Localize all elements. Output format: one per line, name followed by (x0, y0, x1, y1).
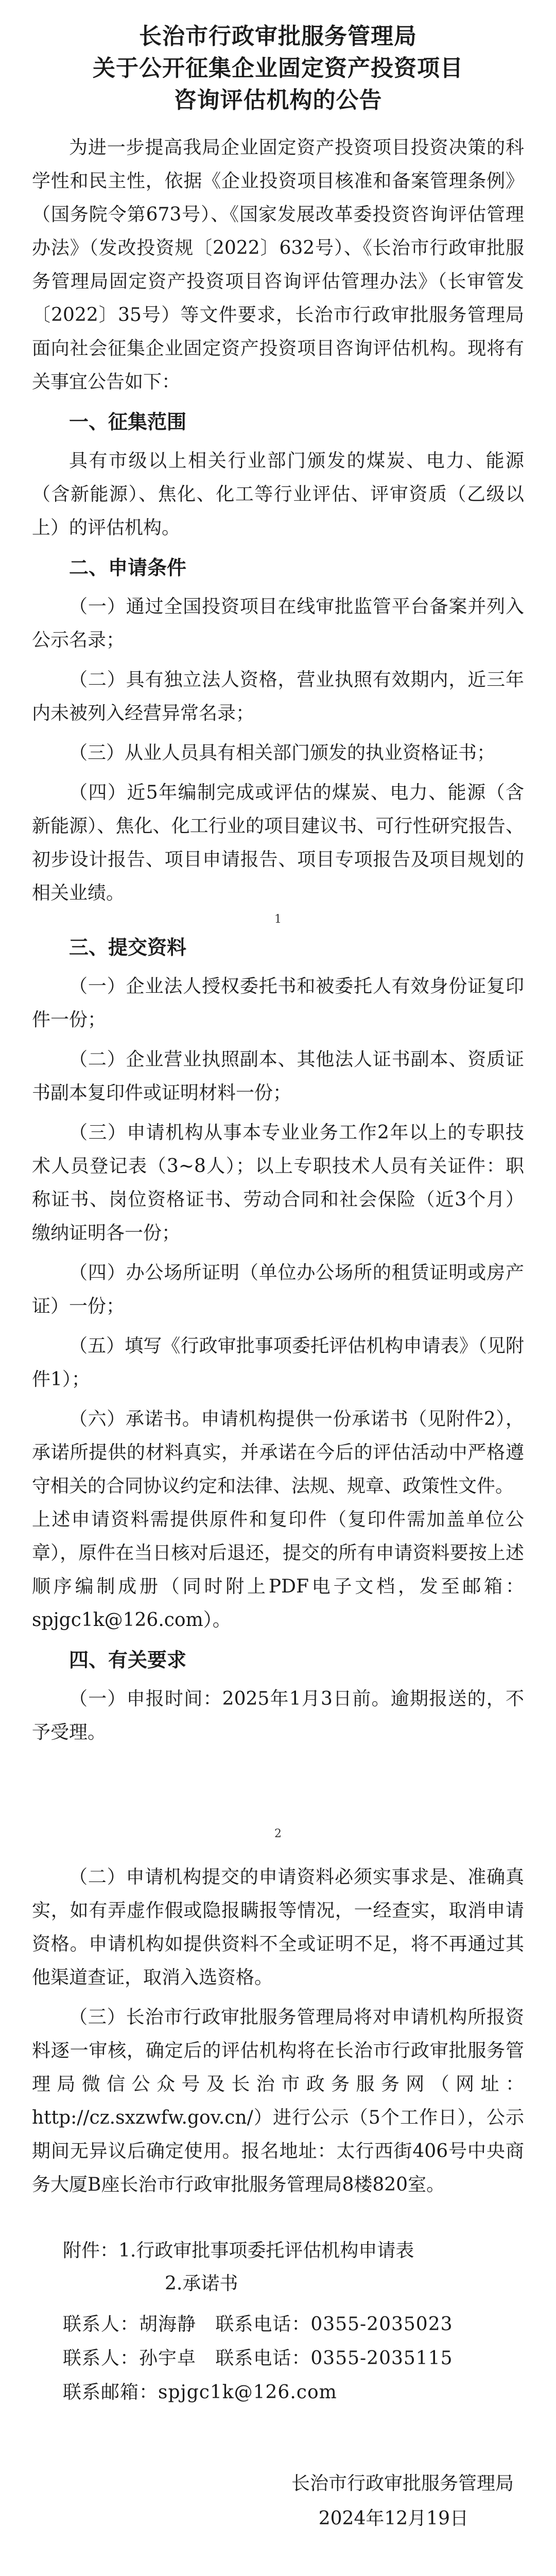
attachments-label: 附件： (63, 2240, 119, 2261)
contacts (32, 2308, 524, 2410)
contact-phone: 0355-2035115 (310, 2348, 453, 2369)
material-item: （四）办公场所证明（单位办公场所的租赁证明或房产证）一份； (32, 1262, 524, 1317)
contact-row: 联系人：孙宇卓 联系电话：0355-2035115 (63, 2348, 453, 2369)
material-item: （二）企业营业执照副本、其他法人证书副本、资质证书副本复印件或证明材料一份； (32, 1049, 524, 1104)
contact-phone: 0355-2035023 (310, 2314, 453, 2335)
title-line-1: 长治市行政审批服务管理局 (139, 23, 417, 49)
material-item: （一）企业法人授权委托书和被委托人有效身份证复印件一份； (32, 976, 524, 1030)
document-title (32, 21, 524, 116)
condition-item: （二）具有独立法人资格，营业执照有效期内，近三年内未被列入经营异常名录； (32, 669, 524, 724)
material-item: （三）申请机构从事本专业业务工作2年以上的专职技术人员登记表（3~8人）；以上专职技术人员有关证件：职称证书、岗位资格证书、劳动合同和社会保险（近3个月）缴纳证明各一份； (32, 1122, 524, 1244)
section-heading-scope: 一、征集范围 (69, 411, 187, 433)
signature-date: 2024年12月19日 (318, 2508, 468, 2529)
intro-paragraph: 为进一步提高我局企业固定资产投资项目投资决策的科学性和民主性，依据《企业投资项目核准和备案管理条例》（国务院令第673号）、《国家发展改革委投资咨询评估管理办法》（发改投资规〔2022〕632号）、《长治市行政审批服务管理局固定资产投资项目咨询评估管理办法》（长审管发〔2022〕35号）等文件要求，长治市行政审批服务管理局面向社会征集企业固定资产投资项目咨询评估机构。现将有关事宜公告如下： (32, 137, 524, 393)
section-heading-materials: 三、提交资料 (69, 936, 187, 959)
requirement-item: （三）长治市行政审批服务管理局将对申请机构所报资料逐一审核，确定后的评估机构将在长治市行政审批服务管理局微信公众号及长治市政务服务网（网址：http://cz.sxzwfw.gov.cn/）进行公示（5个工作日），公示期间无异议后确定使用。报名地址：太行西街406号中央商务大厦B座长治市行政审批服务管理局8楼820室。 (32, 2007, 524, 2195)
contact-email: spjgc1k@126.com (158, 2382, 337, 2403)
contact-email-row: 联系邮箱：spjgc1k@126.com (63, 2382, 337, 2403)
attachment-line-1 (63, 2234, 524, 2267)
attachments (63, 2234, 524, 2300)
section-heading-requirements: 四、有关要求 (69, 1649, 187, 1671)
title-line-2: 关于公开征集企业固定资产投资项目 (93, 55, 463, 81)
contact-name: 胡海静 (139, 2314, 197, 2335)
condition-item: （四）近5年编制完成或评估的煤炭、电力、能源（含新能源）、焦化、化工行业的项目建议书、可行性研究报告、初步设计报告、项目申请报告、项目专项报告及项目规划的相关业绩。 (32, 782, 524, 904)
signature-org: 长治市行政审批服务管理局 (291, 2473, 514, 2494)
contact-row: 联系人：胡海静 联系电话：0355-2035023 (63, 2314, 453, 2335)
signature-block (32, 2466, 524, 2536)
condition-item: （一）通过全国投资项目在线审批监管平台备案并列入公示名录； (32, 596, 524, 651)
material-item: （六）承诺书。申请机构提供一份承诺书（见附件2），承诺所提供的材料真实，并承诺在今后的评估活动中严格遵守相关的合同协议约定和法律、法规、规章、政策性文件。 (32, 1409, 524, 1497)
attachment-item: 1.行政审批事项委托评估机构申请表 (118, 2240, 414, 2261)
page-number: 1 (274, 913, 282, 926)
condition-item: （三）从业人员具有相关部门颁发的执业资格证书； (69, 742, 496, 764)
requirement-item: （一）申报时间：2025年1月3日前。逾期报送的，不予受理。 (32, 1688, 524, 1743)
attachment-item: 2.承诺书 (165, 2273, 238, 2294)
page-number: 2 (274, 1827, 282, 1840)
requirement-item: （二）申请机构提交的申请资料必须实事求是、准确真实，如有弄虚作假或隐报瞒报等情况，一经查实，取消申请资格。申请机构如提供资料不全或证明不足，将不再通过其他渠道查证，取消入选资格。 (32, 1867, 524, 1988)
material-item: （五）填写《行政审批事项委托评估机构申请表》（见附件1）； (32, 1335, 524, 1390)
section-heading-conditions: 二、申请条件 (69, 556, 187, 579)
contact-name: 孙宇卓 (139, 2348, 197, 2369)
materials-closing: 上述申请资料需提供原件和复印件（复印件需加盖单位公章），原件在当日核对后退还，提交的所有申请资料要按上述顺序编制成册（同时附上PDF电子文档，发至邮箱：spjgc1k@126.com）。 (32, 1509, 524, 1631)
scope-paragraph: 具有市级以上相关行业部门颁发的煤炭、电力、能源（含新能源）、焦化、化工等行业评估、评审资质（乙级以上）的评估机构。 (32, 450, 524, 538)
title-line-3: 咨询评估机构的公告 (173, 87, 383, 113)
